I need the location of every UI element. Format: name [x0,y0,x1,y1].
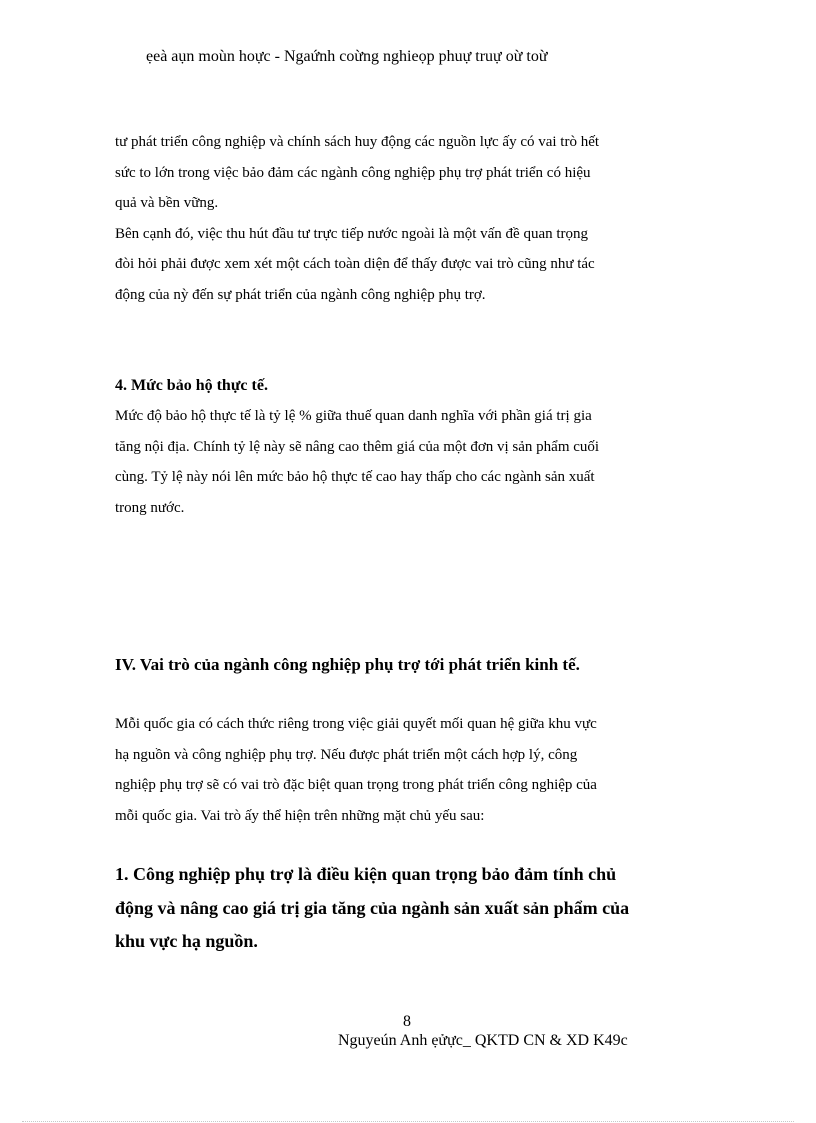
text-line: tăng nội địa. Chính tỷ lệ này sẽ nâng cao thêm giá của một đơn vị sản phẩm cuối [115,438,600,455]
page-number: 8 [403,1013,411,1030]
heading-supporting-industry-condition [115,858,693,959]
paragraph-role [115,709,692,831]
text-line: mỗi quốc gia. Vai trò ấy thể hiện trên những mặt chủ yếu sau: [115,807,485,824]
heading-line: động và nâng cao giá trị gia tăng của ngành sản xuất sản phẩm của [115,897,630,918]
paragraph-protection [115,401,692,523]
text-line: Bên cạnh đó, việc thu hút đầu tư trực tiếp nước ngoài là một vấn đề quan trọng [115,225,589,242]
heading-line: 1. Công nghiệp phụ trợ là điều kiện quan trọng bảo đảm tính chủ [115,864,617,884]
text-line: nghiệp phụ trợ sẽ có vai trò đặc biệt quan trọng trong phát triển công nghiệp của [115,777,597,793]
page-header: ẹeà aụn moùn hoực - Ngaứnh coừng nghieọp phuự truự oừ toừ [146,48,548,65]
paragraph-policy [115,127,692,310]
text-line: Mỗi quốc gia có cách thức riêng trong việc giải quyết mối quan hệ giữa khu vực [115,716,597,732]
text-line: trong nước. [115,499,185,516]
heading-protection-level: 4. Mức bảo hộ thực tế. [115,377,268,394]
page-footer: Nguyeún Anh ẹửực_ QKTD CN & XD K49c [338,1032,628,1049]
text-line: tư phát triển công nghiệp và chính sách huy động các nguồn lực ấy có vai trò hết [115,134,600,150]
page-bottom-divider [22,1121,794,1122]
text-line: quả và bền vững. [115,195,219,211]
heading-line: khu vực hạ nguồn. [115,931,258,951]
text-line: hạ nguồn và công nghiệp phụ trợ. Nếu được phát triển một cách hợp lý, công [115,746,578,763]
text-line: đòi hỏi phải được xem xét một cách toàn diện để thấy được vai trò cũng như tác [115,256,595,272]
heading-section-iv: IV. Vai trò của ngành công nghiệp phụ trợ tới phát triển kinh tế. [115,655,580,674]
text-line: Mức độ bảo hộ thực tế là tỷ lệ % giữa thuế quan danh nghĩa với phần giá trị gia [115,408,592,424]
text-line: động của nỳ đến sự phát triển của ngành công nghiệp phụ trợ. [115,286,486,303]
text-line: cùng. Tỷ lệ này nói lên mức bảo hộ thực tế cao hay thấp cho các ngành sản xuất [115,469,595,485]
text-line: sức to lớn trong việc bảo đảm các ngành công nghiệp phụ trợ phát triển có hiệu [115,164,591,181]
